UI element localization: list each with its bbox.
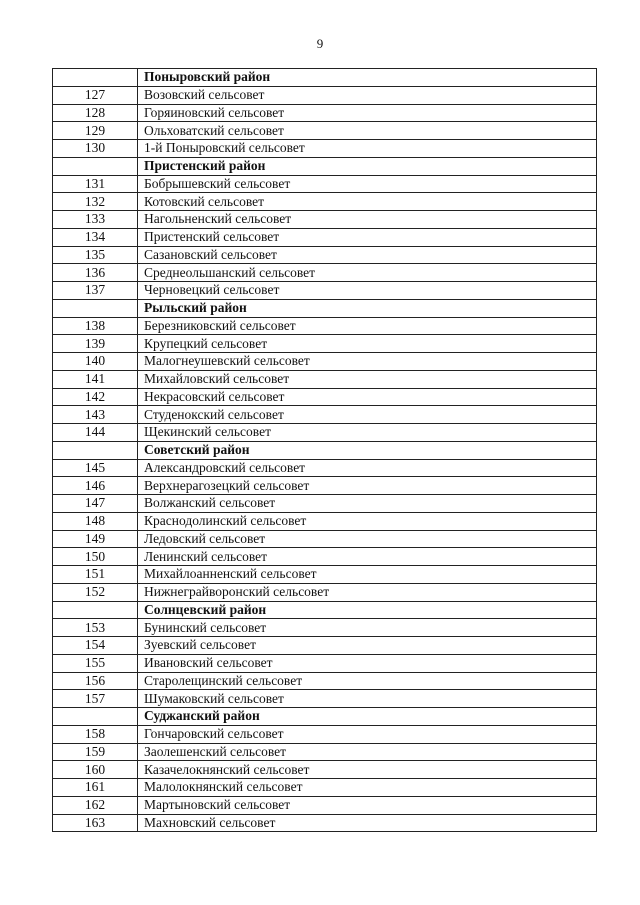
settlement-name: Студенокский сельсовет [138, 406, 597, 424]
settlement-name: Казачелокнянский сельсовет [138, 761, 597, 779]
row-number: 155 [53, 654, 138, 672]
settlement-name: Сазановский сельсовет [138, 246, 597, 264]
table-row [53, 512, 597, 530]
district-name: Советский район [138, 441, 597, 459]
settlement-name: Бобрышевский сельсовет [138, 175, 597, 193]
row-number: 161 [53, 779, 138, 797]
district-name: Солнцевский район [138, 601, 597, 619]
row-number: 160 [53, 761, 138, 779]
settlement-name: Ледовский сельсовет [138, 530, 597, 548]
district-header-row [53, 708, 597, 726]
row-number: 140 [53, 353, 138, 371]
row-number: 130 [53, 140, 138, 158]
row-number: 135 [53, 246, 138, 264]
settlement-name: Заолешенский сельсовет [138, 743, 597, 761]
settlement-name: Некрасовский сельсовет [138, 388, 597, 406]
table-row [53, 193, 597, 211]
settlement-name: Михайлоанненский сельсовет [138, 566, 597, 584]
table-row [53, 477, 597, 495]
settlement-name: Возовский сельсовет [138, 86, 597, 104]
row-number: 139 [53, 335, 138, 353]
district-name: Поныровский район [138, 69, 597, 87]
table-row [53, 317, 597, 335]
table-row [53, 424, 597, 442]
row-number: 127 [53, 86, 138, 104]
settlement-name: Щекинский сельсовет [138, 424, 597, 442]
settlement-name: Ивановский сельсовет [138, 654, 597, 672]
table-row [53, 459, 597, 477]
table-row [53, 495, 597, 513]
settlement-name: Среднеольшанский сельсовет [138, 264, 597, 282]
row-number: 163 [53, 814, 138, 832]
row-number: 134 [53, 228, 138, 246]
row-number: 133 [53, 211, 138, 229]
table-row [53, 761, 597, 779]
district-name: Рыльский район [138, 299, 597, 317]
row-number: 144 [53, 424, 138, 442]
row-number [53, 157, 138, 175]
row-number: 159 [53, 743, 138, 761]
table-row [53, 104, 597, 122]
settlement-name: Пристенский сельсовет [138, 228, 597, 246]
table-row [53, 654, 597, 672]
table-row [53, 725, 597, 743]
district-header-row [53, 441, 597, 459]
row-number [53, 441, 138, 459]
settlement-name: Черновецкий сельсовет [138, 282, 597, 300]
table-row [53, 246, 597, 264]
settlement-name: Зуевский сельсовет [138, 637, 597, 655]
table-row [53, 566, 597, 584]
row-number: 132 [53, 193, 138, 211]
district-name: Суджанский район [138, 708, 597, 726]
table-row [53, 548, 597, 566]
settlement-name: 1-й Поныровский сельсовет [138, 140, 597, 158]
district-header-row [53, 299, 597, 317]
settlement-name: Шумаковский сельсовет [138, 690, 597, 708]
row-number: 162 [53, 796, 138, 814]
page-number: 9 [316, 36, 324, 51]
settlement-name: Махновский сельсовет [138, 814, 597, 832]
settlement-name: Березниковский сельсовет [138, 317, 597, 335]
settlement-name: Ленинский сельсовет [138, 548, 597, 566]
row-number [53, 69, 138, 87]
district-header-row [53, 601, 597, 619]
table-row [53, 530, 597, 548]
row-number: 141 [53, 370, 138, 388]
table-row [53, 228, 597, 246]
row-number: 143 [53, 406, 138, 424]
settlement-name: Малогнеушевский сельсовет [138, 353, 597, 371]
row-number: 142 [53, 388, 138, 406]
table-row [53, 370, 597, 388]
settlement-name: Малолокнянский сельсовет [138, 779, 597, 797]
row-number [53, 601, 138, 619]
row-number: 156 [53, 672, 138, 690]
row-number: 151 [53, 566, 138, 584]
row-number: 129 [53, 122, 138, 140]
settlement-name: Ольховатский сельсовет [138, 122, 597, 140]
table-row [53, 175, 597, 193]
row-number: 131 [53, 175, 138, 193]
settlement-name: Котовский сельсовет [138, 193, 597, 211]
settlement-name: Мартыновский сельсовет [138, 796, 597, 814]
table-row [53, 637, 597, 655]
table-row [53, 796, 597, 814]
settlement-name: Горяиновский сельсовет [138, 104, 597, 122]
settlement-name: Нагольненский сельсовет [138, 211, 597, 229]
settlement-name: Старолещинский сельсовет [138, 672, 597, 690]
table-row [53, 211, 597, 229]
table-row [53, 406, 597, 424]
table-row [53, 690, 597, 708]
row-number: 145 [53, 459, 138, 477]
row-number: 152 [53, 583, 138, 601]
settlement-name: Александровский сельсовет [138, 459, 597, 477]
row-number [53, 708, 138, 726]
row-number: 148 [53, 512, 138, 530]
settlement-name: Крупецкий сельсовет [138, 335, 597, 353]
district-header-row [53, 69, 597, 87]
table-row [53, 779, 597, 797]
table-row [53, 86, 597, 104]
settlement-name: Гончаровский сельсовет [138, 725, 597, 743]
row-number: 153 [53, 619, 138, 637]
row-number: 136 [53, 264, 138, 282]
row-number: 146 [53, 477, 138, 495]
row-number: 137 [53, 282, 138, 300]
table-row [53, 743, 597, 761]
row-number: 149 [53, 530, 138, 548]
row-number: 147 [53, 495, 138, 513]
row-number: 157 [53, 690, 138, 708]
row-number: 154 [53, 637, 138, 655]
settlement-name: Нижнеграйворонский сельсовет [138, 583, 597, 601]
table-row [53, 282, 597, 300]
table-row [53, 672, 597, 690]
settlements-table-body [53, 69, 597, 832]
district-header-row [53, 157, 597, 175]
row-number [53, 299, 138, 317]
row-number: 128 [53, 104, 138, 122]
row-number: 158 [53, 725, 138, 743]
settlements-table [52, 68, 597, 832]
table-row [53, 388, 597, 406]
table-row [53, 264, 597, 282]
table-row [53, 814, 597, 832]
table-row [53, 583, 597, 601]
settlement-name: Верхнерагозецкий сельсовет [138, 477, 597, 495]
table-row [53, 353, 597, 371]
table-row [53, 619, 597, 637]
settlement-name: Краснодолинский сельсовет [138, 512, 597, 530]
table-row [53, 335, 597, 353]
row-number: 138 [53, 317, 138, 335]
settlement-name: Бунинский сельсовет [138, 619, 597, 637]
row-number: 150 [53, 548, 138, 566]
settlement-name: Волжанский сельсовет [138, 495, 597, 513]
table-row [53, 122, 597, 140]
settlement-name: Михайловский сельсовет [138, 370, 597, 388]
table-row [53, 140, 597, 158]
district-name: Пристенский район [138, 157, 597, 175]
